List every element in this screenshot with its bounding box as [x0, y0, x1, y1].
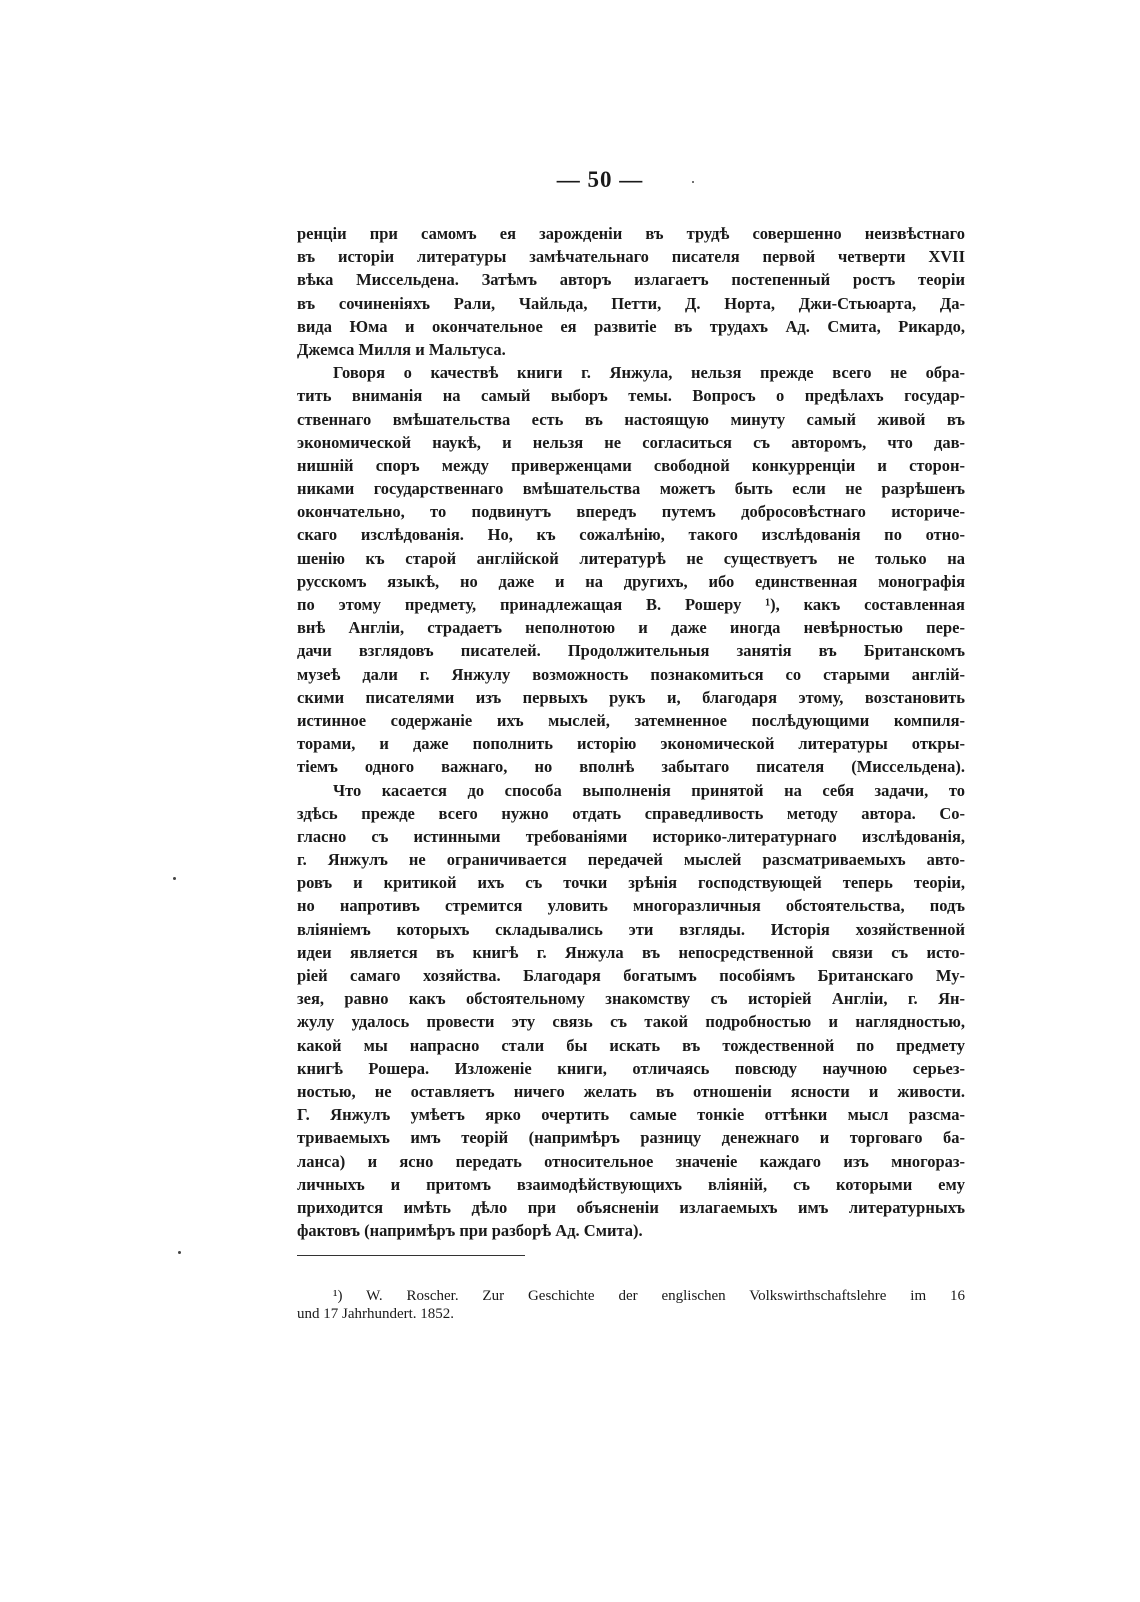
text-line: зея, равно какъ обстоятельному знакомству съ исторіей Англіи, г. Ян-	[297, 989, 965, 1009]
text-line: приходится имѣть дѣло при объясненіи излагаемыхъ имъ литературныхъ	[297, 1197, 965, 1217]
scan-speck	[692, 181, 694, 183]
text-line: ровъ и критикой ихъ съ точки зрѣнія господствующей теперь теоріи,	[297, 873, 965, 893]
text-line: внѣ Англіи, страдаетъ неполнотою и даже иногда невѣрностью пере-	[297, 618, 965, 638]
paragraph-2	[297, 361, 965, 778]
text-line: тить вниманія на самый выборъ темы. Вопросъ о предѣлахъ государ-	[297, 386, 965, 406]
text-line: Что касается до способа выполненія принятой на себя задачи, то	[333, 780, 965, 800]
text-line: ренціи при самомъ ея зарожденіи въ трудѣ совершенно неизвѣстнаго	[297, 224, 965, 243]
body-text	[297, 222, 965, 1242]
text-line: тіемъ одного важнаго, но вполнѣ забытаго писателя (Миссельдена).	[297, 757, 965, 777]
text-line: дачи взглядовъ писателей. Продолжительныя занятія въ Британскомъ	[297, 641, 965, 661]
scan-speck	[178, 1251, 181, 1254]
scan-speck	[173, 877, 176, 880]
text-line: вѣка Миссельдена. Затѣмъ авторъ излагаетъ постепенный ростъ теоріи	[297, 270, 965, 290]
text-line: ностью, не оставляетъ ничего желать въ отношеніи ясности и живости.	[297, 1081, 965, 1101]
text-line: шенію къ старой англійской литературѣ не существуетъ не только на	[297, 548, 965, 568]
text-line: личныхъ и притомъ взаимодѣйствующихъ вліяній, съ которыми ему	[297, 1174, 965, 1194]
paragraph-1	[297, 222, 965, 361]
paragraph-3	[297, 779, 965, 1243]
text-line: нишній споръ между приверженцами свободной конкурренціи и сторон-	[297, 455, 965, 475]
text-line: здѣсь прежде всего нужно отдать справедливость методу автора. Со-	[297, 803, 965, 823]
footnote-line: ¹) W. Roscher. Zur Geschichte der englischen Volkswirthschaftslehre im 16	[333, 1288, 965, 1304]
text-line: г. Янжулъ не ограничивается передачей мыслей разсматриваемыхъ авто-	[297, 850, 965, 870]
footnote-divider	[297, 1255, 525, 1256]
text-line: никами государственнаго вмѣшательства можетъ быть если не разрѣшенъ	[297, 479, 965, 499]
text-line: вліяніемъ которыхъ складывались эти взгляды. Исторія хозяйственной	[297, 919, 965, 939]
text-line: гласно съ истинными требованіями историко-литературнаго изслѣдованія,	[297, 826, 965, 846]
footnote	[297, 1287, 965, 1323]
text-line: торами, и даже пополнить исторію экономической литературы откры-	[297, 734, 965, 754]
text-line: но напротивъ стремится уловить многоразличныя обстоятельства, подъ	[297, 896, 965, 916]
text-line: книгѣ Рошера. Изложеніе книги, отличаясь повсюду научною серьез-	[297, 1058, 965, 1078]
text-line: фактовъ (напримѣръ при разборѣ Ад. Смита).	[297, 1221, 643, 1241]
text-line: по этому предмету, принадлежащая В. Рошеру ¹), какъ составленная	[297, 595, 965, 614]
text-line: музеѣ дали г. Янжулу возможность познакомиться со старыми англій-	[297, 664, 965, 684]
text-line: какой мы напрасно стали бы искать въ тождественной по предмету	[297, 1035, 965, 1055]
text-line: вида Юма и окончательное ея развитіе въ трудахъ Ад. Смита, Рикардо,	[297, 316, 965, 336]
text-line: русскомъ языкѣ, но даже и на другихъ, ибо единственная монографія	[297, 571, 965, 591]
text-line: въ сочиненіяхъ Рали, Чайльда, Петти, Д. Норта, Джи-Стьюарта, Да-	[297, 293, 965, 313]
text-line: ственнаго вмѣшательства есть въ настоящую минуту самый живой въ	[297, 409, 965, 429]
text-line: Г. Янжулъ умѣетъ ярко очертить самые тонкіе оттѣнки мысл разсма-	[297, 1105, 965, 1125]
page-number: — 50 —	[556, 167, 644, 192]
text-line: скаго изслѣдованія. Но, къ сожалѣнію, такого изслѣдованія по отно-	[297, 525, 965, 545]
text-line: ріей самаго хозяйства. Благодаря богатымъ пособіямъ Британскаго Му-	[297, 966, 965, 985]
text-line: истинное содержаніе ихъ мыслей, затемненное послѣдующими компиля-	[297, 710, 965, 730]
text-line: въ исторіи литературы замѣчательнаго писателя первой четверти XVII	[297, 247, 965, 267]
text-line: скими писателями изъ первыхъ рукъ и, благодаря этому, возстановить	[297, 687, 965, 707]
text-line: ланса) и ясно передать относительное значеніе каждаго изъ многораз-	[297, 1151, 965, 1171]
text-line: Говоря о качествѣ книги г. Янжула, нельзя прежде всего не обра-	[333, 363, 965, 383]
text-line: окончательно, то подвинутъ впередъ путемъ добросовѣстнаго историче-	[297, 502, 965, 522]
text-line: триваемыхъ имъ теорій (напримѣръ разницу денежнаго и торговаго ба-	[297, 1128, 965, 1148]
text-line: идеи является въ книгѣ г. Янжула въ непосредственной связи съ исто-	[297, 942, 965, 962]
footnote-line: und 17 Jahrhundert. 1852.	[297, 1306, 455, 1322]
text-line: жулу удалось провести эту связь съ такой подробностью и наглядностью,	[297, 1012, 965, 1032]
text-line: Джемса Милля и Мальтуса.	[297, 339, 506, 359]
text-line: экономической наукѣ, и нельзя не согласиться съ авторомъ, что дав-	[297, 432, 965, 452]
